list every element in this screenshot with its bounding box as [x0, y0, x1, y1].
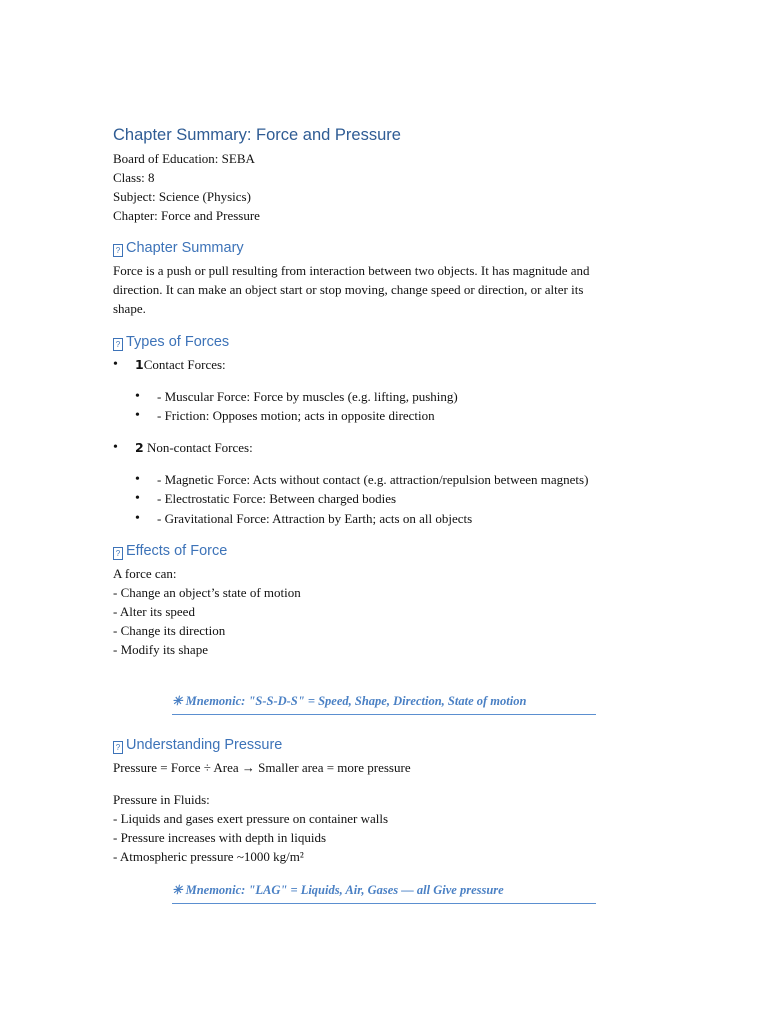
mnemonic-ssds: ✳ Mnemonic: "S-S-D-S" = Speed, Shape, Direction, State of motion — [172, 692, 596, 715]
bullet-icon: • — [135, 511, 140, 526]
heading-marker-icon: ? — [113, 741, 123, 754]
effects-line: A force can: — [113, 566, 177, 581]
bullet-icon: • — [135, 389, 140, 404]
list-item-non-contact-forces — [135, 438, 253, 457]
list-item: - Muscular Force: Force by muscles (e.g. lifting, pushing) — [157, 389, 458, 404]
list-item-label: Contact Forces: — [143, 357, 226, 372]
heading-label: Effects of Force — [126, 543, 228, 559]
list-item-label: Non-contact Forces: — [143, 440, 253, 455]
heading-label: Understanding Pressure — [126, 737, 283, 753]
fluids-title: Pressure in Fluids: — [113, 792, 210, 807]
bullet-icon: • — [135, 408, 140, 423]
heading-label: Chapter Summary — [126, 240, 244, 256]
heading-chapter-summary — [113, 240, 244, 257]
meta-subject: Subject: Science (Physics) — [113, 189, 251, 204]
heading-types-of-forces — [113, 334, 229, 351]
heading-marker-icon: ? — [113, 547, 123, 560]
summary-line: shape. — [113, 301, 146, 316]
list-number: 2 — [135, 440, 144, 455]
heading-understanding-pressure — [113, 737, 282, 754]
bullet-icon: • — [135, 491, 140, 506]
mnemonic-lag: ✳ Mnemonic: "LAG" = Liquids, Air, Gases — all Give pressure — [172, 881, 596, 904]
heading-label: Types of Forces — [126, 334, 230, 350]
list-item: - Friction: Opposes motion; acts in opposite direction — [157, 408, 435, 423]
fluids-line: - Pressure increases with depth in liquids — [113, 830, 327, 845]
heading-marker-icon: ? — [113, 338, 123, 351]
heading-effects-of-force — [113, 543, 227, 560]
pressure-formula: Pressure = Force ÷ Area → Smaller area = more pressure — [113, 760, 411, 775]
list-item: - Magnetic Force: Acts without contact (e.g. attraction/repulsion between magnets) — [157, 472, 589, 487]
list-item: - Electrostatic Force: Between charged bodies — [157, 491, 397, 506]
page-title: Chapter Summary: Force and Pressure — [113, 126, 401, 144]
bullet-icon: • — [113, 357, 118, 372]
effects-line: - Modify its shape — [113, 642, 208, 657]
fluids-line: - Liquids and gases exert pressure on container walls — [113, 811, 389, 826]
fluids-line: - Atmospheric pressure ~1000 kg/m² — [113, 849, 304, 864]
bullet-icon: • — [135, 472, 140, 487]
bullet-icon: • — [113, 440, 118, 455]
meta-chapter: Chapter: Force and Pressure — [113, 208, 260, 223]
list-item: - Gravitational Force: Attraction by Earth; acts on all objects — [157, 511, 473, 526]
summary-line: Force is a push or pull resulting from interaction between two objects. It has magnitude and — [113, 263, 590, 278]
meta-board: Board of Education: SEBA — [113, 151, 255, 166]
effects-line: - Change its direction — [113, 623, 226, 638]
effects-line: - Alter its speed — [113, 604, 195, 619]
effects-line: - Change an object’s state of motion — [113, 585, 301, 600]
summary-line: direction. It can make an object start or stop moving, change speed or direction, or alter its — [113, 282, 584, 297]
list-number: 1 — [135, 357, 144, 372]
list-item-contact-forces — [135, 355, 226, 374]
heading-marker-icon: ? — [113, 244, 123, 257]
meta-class: Class: 8 — [113, 170, 155, 185]
